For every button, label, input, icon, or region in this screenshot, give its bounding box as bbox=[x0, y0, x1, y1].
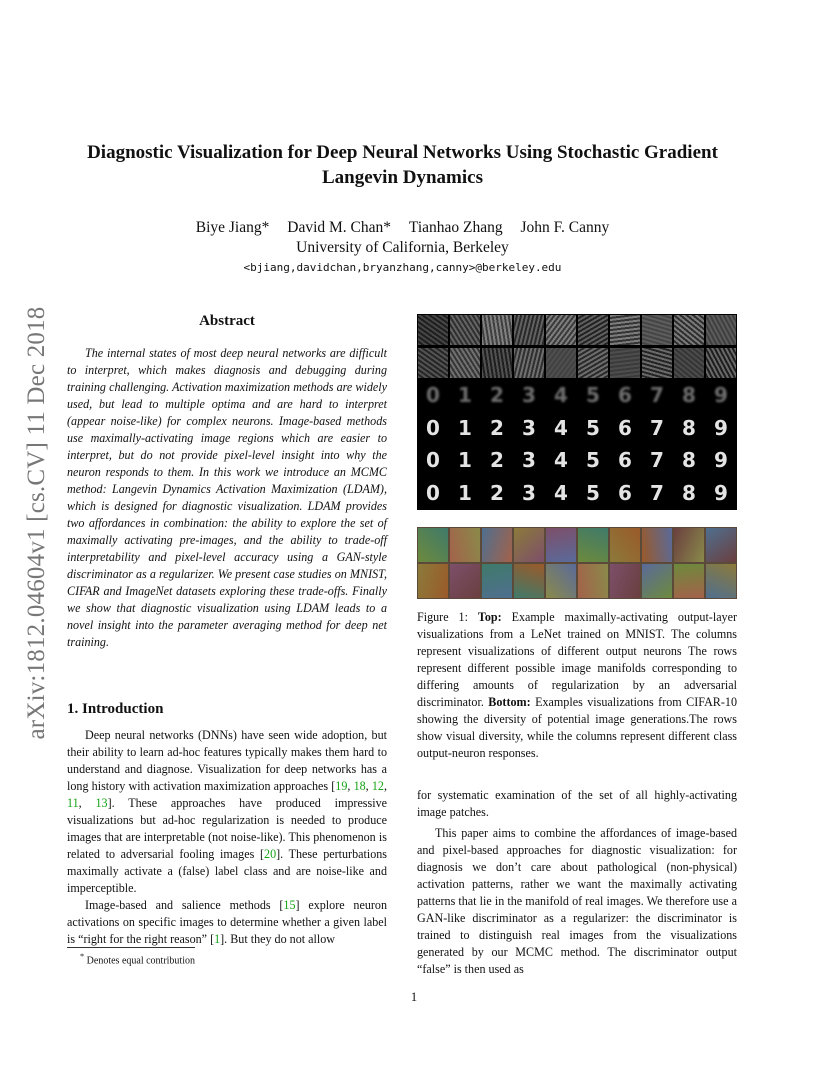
cifar-sample bbox=[482, 528, 512, 562]
mnist-sample bbox=[546, 315, 576, 345]
mnist-sample: 1 bbox=[458, 481, 472, 505]
abstract-body bbox=[67, 345, 387, 651]
arxiv-sidebar bbox=[20, 283, 54, 763]
text-run: Deep neural networks (DNNs) have seen wide adoption, but their ability to learn ad-hoc features typically makes them hard to understand and diagnose. Visualization for deep networks has a long history with activation maximization approaches [ bbox=[67, 728, 387, 793]
abstract-heading: Abstract bbox=[199, 313, 255, 329]
mnist-sample: 4 bbox=[554, 415, 568, 440]
section-heading-introduction: 1. Introduction bbox=[67, 701, 164, 717]
mnist-sample: 5 bbox=[586, 383, 600, 408]
author-emails: <bjiang,davidchan,bryanzhang,canny>@berkeley.edu bbox=[243, 261, 562, 274]
mnist-sample bbox=[418, 348, 448, 378]
mnist-sample: 6 bbox=[618, 415, 632, 440]
mnist-sample: 2 bbox=[490, 448, 504, 473]
cifar-sample bbox=[674, 528, 704, 562]
mnist-sample: 9 bbox=[714, 448, 728, 473]
mnist-sample bbox=[482, 348, 512, 378]
mnist-sample bbox=[610, 315, 640, 345]
title-line-2: Langevin Dynamics bbox=[322, 167, 483, 188]
figure-caption bbox=[417, 609, 737, 762]
cifar-sample bbox=[674, 564, 704, 598]
mnist-sample: 0 bbox=[426, 481, 440, 505]
mnist-sample: 7 bbox=[650, 383, 664, 408]
cifar-visualization-grid bbox=[417, 527, 737, 599]
mnist-sample bbox=[706, 315, 736, 345]
author: John F. Canny bbox=[520, 219, 610, 236]
cifar-sample bbox=[706, 528, 736, 562]
mnist-sample bbox=[610, 348, 640, 378]
abstract-paragraph: The internal states of most deep neural networks are difficult to interpret, which makes diagnosis and debugging during training challenging. Activation maximization methods are widely used, but lead to multiple optima and are hard to interpret (appear noise-like) for complex neurons. Image-based methods use maximally-activating image regions which are easier to interpret, but do not provide pixel-level insight into why the neuron responds to them. In this work we introduce an MCMC method: Langevin Dynamics Activation Maximization (LDAM), which is designed for diagnostic visualization. LDAM provides two affordances in combination: the ability to explore the set of maximally activating pre-images, and the ability to trade-off interpretability and pixel-level accuracy using a GAN-style discriminator as a regularizer. We present case studies on MNIST, CIFAR and ImageNet datasets exploring these trade-offs. Finally we show that diagnostic visualization using LDAM leads to a novel insight into the parameter averaging method for deep net training. bbox=[67, 346, 387, 649]
citation-link[interactable]: 1 bbox=[214, 932, 221, 946]
mnist-sample: 5 bbox=[586, 481, 600, 505]
affiliation: University of California, Berkeley bbox=[296, 239, 509, 256]
mnist-sample: 8 bbox=[682, 415, 696, 440]
mnist-sample: 8 bbox=[682, 383, 696, 408]
mnist-sample bbox=[706, 348, 736, 378]
citation-link[interactable]: 20 bbox=[264, 847, 277, 861]
mnist-sample: 2 bbox=[490, 481, 504, 505]
mnist-sample: 2 bbox=[490, 383, 504, 408]
cifar-sample bbox=[450, 528, 480, 562]
mnist-sample: 8 bbox=[682, 481, 696, 505]
mnist-sample bbox=[642, 315, 672, 345]
cifar-sample bbox=[610, 528, 640, 562]
mnist-sample: 0 bbox=[426, 415, 440, 440]
author: David M. Chan* bbox=[287, 219, 392, 236]
cifar-sample bbox=[482, 564, 512, 598]
caption-top-text: Example maximally-activating output-layer visualizations from a LeNet trained on MNIST. The columns represent visualizations of different output neurons The rows represent different possible image manifolds corresponding to differing amounts of regularization by an adversarial discriminator. bbox=[417, 610, 737, 709]
arxiv-identifier: arXiv:1812.04604v1 [cs.CV] 11 Dec 2018 bbox=[23, 306, 50, 740]
mnist-sample: 1 bbox=[458, 383, 472, 408]
mnist-visualization-grid bbox=[417, 314, 737, 510]
cifar-sample bbox=[546, 564, 576, 598]
mnist-sample: 5 bbox=[586, 415, 600, 440]
mnist-sample bbox=[642, 348, 672, 378]
citation-link[interactable]: 13 bbox=[95, 796, 108, 810]
right-paragraph-1: for systematic examination of the set of all highly-activating image patches. bbox=[417, 788, 737, 819]
cifar-sample bbox=[706, 564, 736, 598]
cifar-sample bbox=[642, 528, 672, 562]
footnote-text: Denotes equal contribution bbox=[84, 955, 195, 967]
caption-label: Figure 1: bbox=[417, 610, 478, 624]
mnist-sample: 6 bbox=[618, 448, 632, 473]
mnist-sample bbox=[546, 348, 576, 378]
mnist-sample: 5 bbox=[586, 448, 600, 473]
text-run: ]. But they do not allow bbox=[220, 932, 336, 946]
mnist-sample: 2 bbox=[490, 415, 504, 440]
mnist-sample: 6 bbox=[618, 481, 632, 505]
mnist-sample: 1 bbox=[458, 415, 472, 440]
cifar-sample bbox=[418, 528, 448, 562]
mnist-sample: 3 bbox=[522, 383, 536, 408]
mnist-sample bbox=[418, 315, 448, 345]
text-run: ]. These perturbations maximally activate a (false) label class and are noise-like and imperceptible. bbox=[67, 847, 388, 895]
cifar-sample bbox=[546, 528, 576, 562]
cifar-sample bbox=[450, 564, 480, 598]
mnist-sample: 7 bbox=[650, 481, 664, 505]
cifar-sample bbox=[610, 564, 640, 598]
title-line-1: Diagnostic Visualization for Deep Neural Networks Using Stochastic Gradient bbox=[87, 142, 718, 163]
mnist-sample bbox=[514, 315, 544, 345]
mnist-sample bbox=[450, 315, 480, 345]
author: Tianhao Zhang bbox=[408, 219, 503, 236]
cifar-sample bbox=[642, 564, 672, 598]
mnist-sample bbox=[578, 348, 608, 378]
introduction-body bbox=[67, 727, 387, 948]
footnote-divider bbox=[67, 947, 195, 948]
citation-link[interactable]: 12 bbox=[371, 779, 384, 793]
mnist-sample: 9 bbox=[714, 481, 728, 505]
text-run: Image-based and salience methods [ bbox=[85, 898, 284, 912]
text-run: ]. These approaches have produced impressive visualizations but ad-hoc regularization is needed to produce images that are interpretable (not noise-like). This phenomenon is related to adversarial fooling images [ bbox=[67, 796, 387, 861]
mnist-sample: 4 bbox=[554, 481, 568, 505]
mnist-sample bbox=[482, 315, 512, 345]
citation-link[interactable]: 18 bbox=[353, 779, 366, 793]
mnist-sample bbox=[674, 348, 704, 378]
cifar-sample bbox=[578, 528, 608, 562]
author: Biye Jiang* bbox=[195, 219, 270, 236]
mnist-sample: 3 bbox=[522, 448, 536, 473]
right-paragraph-2: This paper aims to combine the affordances of image-based and pixel-based approaches for diagnostic visualization: for diagnosis we don’t care about pathological (non-physical) activation patterns, rather we want the maximally activating patterns that lie in the manifold of real images. We therefore use a GAN-like discriminator as a regularizer: the discriminator is trained to distinguish real images from the visualizations generated by our MCMC method. The discriminator output “false” is then used as bbox=[417, 826, 737, 976]
paper-title bbox=[70, 140, 735, 190]
mnist-sample: 1 bbox=[458, 448, 472, 473]
page-number: 1 bbox=[410, 990, 418, 1004]
citation-link[interactable]: 11 bbox=[67, 796, 79, 810]
mnist-sample: 8 bbox=[682, 448, 696, 473]
mnist-sample: 3 bbox=[522, 415, 536, 440]
intro-paragraph-2 bbox=[67, 897, 387, 948]
mnist-sample: 3 bbox=[522, 481, 536, 505]
mnist-sample: 0 bbox=[426, 383, 440, 408]
footnote-marker: * bbox=[80, 952, 85, 961]
footnote bbox=[80, 952, 195, 966]
mnist-sample: 4 bbox=[554, 383, 568, 408]
right-column-body bbox=[417, 787, 737, 978]
caption-top-label: Top: bbox=[477, 610, 502, 624]
mnist-sample: 7 bbox=[650, 415, 664, 440]
mnist-sample: 6 bbox=[618, 383, 632, 408]
caption-bottom-label: Bottom: bbox=[488, 695, 531, 709]
mnist-sample: 4 bbox=[554, 448, 568, 473]
mnist-sample: 7 bbox=[650, 448, 664, 473]
mnist-sample: 9 bbox=[714, 383, 728, 408]
mnist-sample bbox=[674, 315, 704, 345]
text-run: ] explore neuron activations on specific images to determine whether a given label is “right for the right reason” [ bbox=[67, 898, 387, 946]
author-list bbox=[70, 218, 735, 238]
caption-bottom-text: Examples visualizations from CIFAR-10 showing the diversity of potential image generations.The rows show visual diversity, while the columns represent different class output-neuron responses. bbox=[417, 695, 737, 760]
cifar-sample bbox=[578, 564, 608, 598]
citation-link[interactable]: 15 bbox=[283, 898, 296, 912]
mnist-sample: 0 bbox=[426, 448, 440, 473]
mnist-sample bbox=[450, 348, 480, 378]
mnist-sample: 9 bbox=[714, 415, 728, 440]
cifar-sample bbox=[418, 564, 448, 598]
mnist-sample bbox=[578, 315, 608, 345]
cifar-sample bbox=[514, 528, 544, 562]
citation-link[interactable]: 19 bbox=[335, 779, 348, 793]
cifar-sample bbox=[514, 564, 544, 598]
intro-paragraph-1: Deep neural networks (DNNs) have seen wide adoption, but their ability to learn ad-hoc features typically makes them hard to understand and diagnose. Visualization for deep networks has a long history with activation maximization approaches [19, 18, 12, 11, 13]. These approaches have produced impressive visualizations but ad-hoc regularization is needed to produce images that are interpretable (not noise-like). This phenomenon is related to adversarial fooling images [20]. These perturbations maximally activate a (false) label class and are noise-like and imperceptible. bbox=[67, 728, 388, 895]
mnist-sample bbox=[514, 348, 544, 378]
